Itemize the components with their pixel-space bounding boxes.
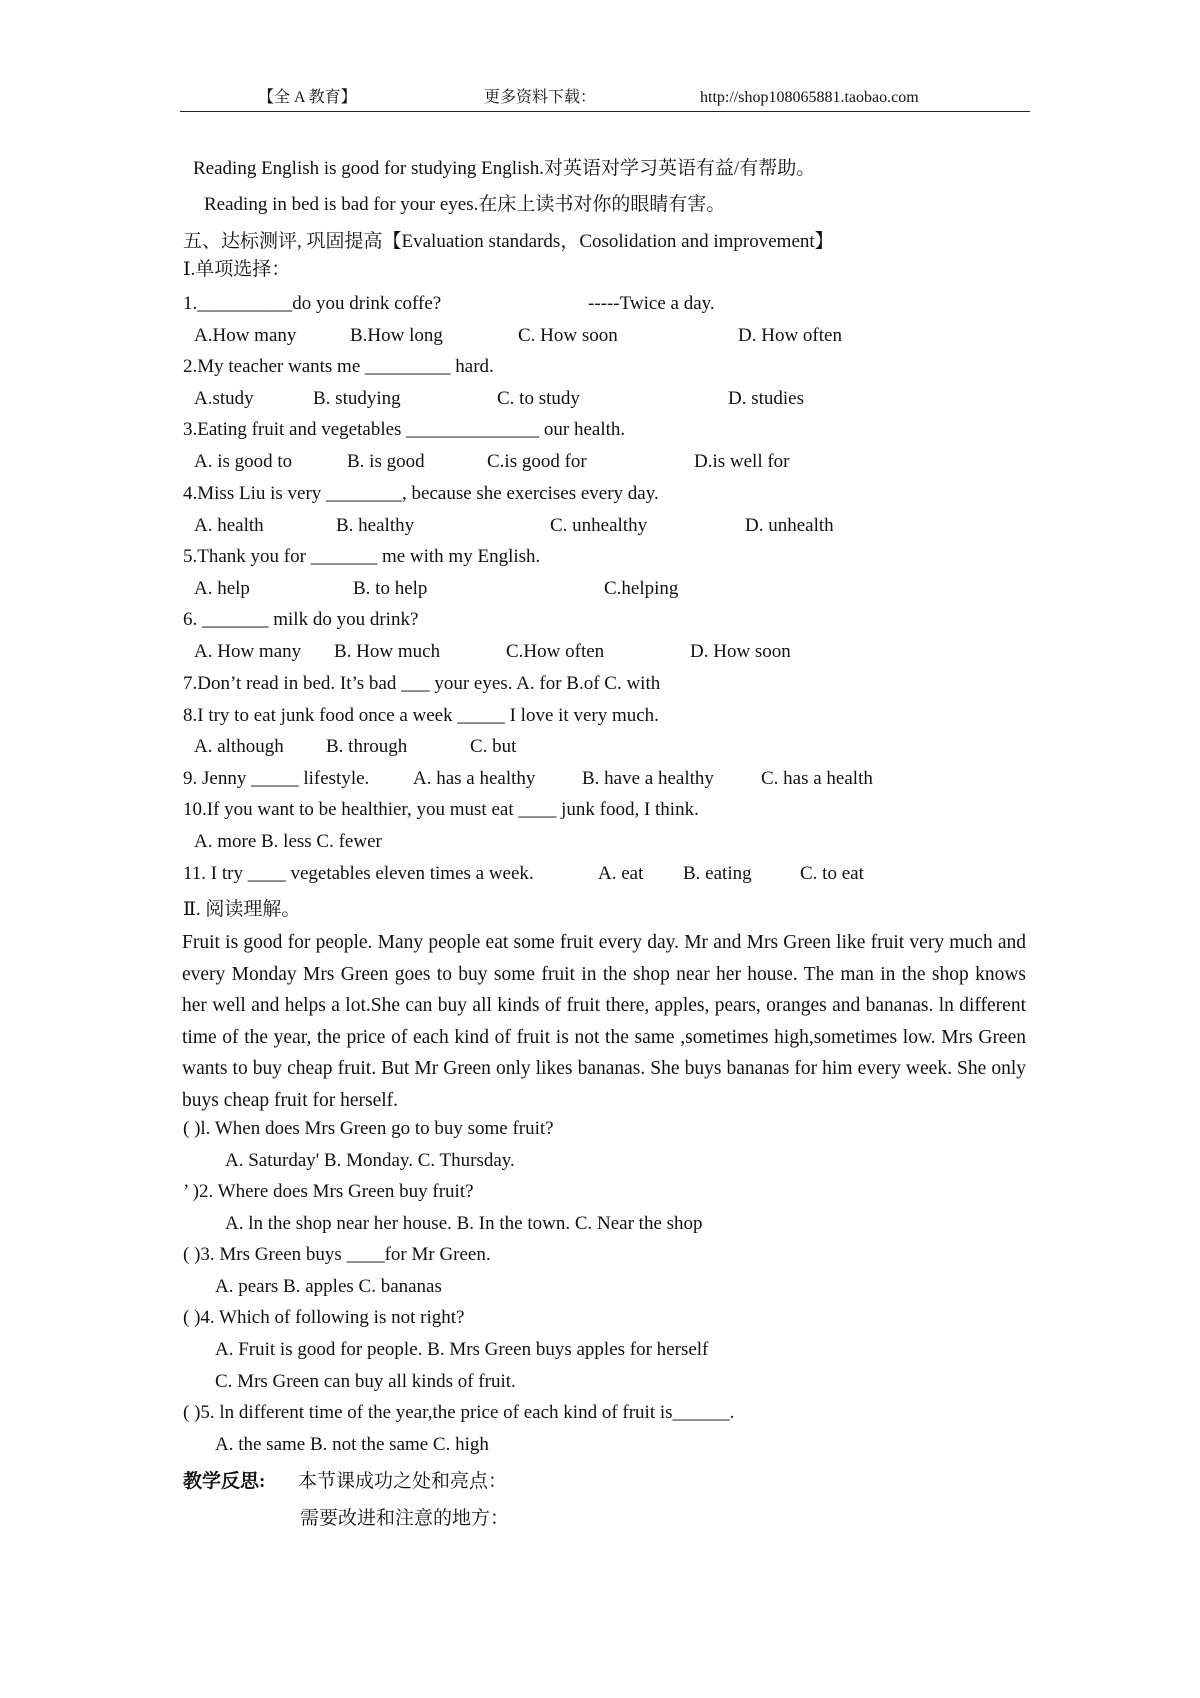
option: C. has a health <box>761 768 873 789</box>
option: A. health <box>194 515 264 536</box>
question-8: 8.I try to eat junk food once a week _____ I love it very much. <box>183 705 659 726</box>
option: C.is good for <box>487 451 587 472</box>
option: C.How often <box>506 641 605 662</box>
option: D.is well for <box>694 451 790 472</box>
option: A. eat <box>598 863 644 884</box>
header-download-label: 更多资料下载： <box>484 89 597 106</box>
intro-line-1: Reading English is good for studying English.对英语对学习英语有益/有帮助。 <box>193 158 816 179</box>
option: B. How much <box>334 641 441 662</box>
question-9: 9. Jenny _____ lifestyle. <box>183 768 370 789</box>
option: A. help <box>194 578 250 599</box>
header-divider <box>180 111 1030 112</box>
question-6: 6. _______ milk do you drink? <box>183 609 419 630</box>
option: D. How soon <box>690 641 791 662</box>
option: C. unhealthy <box>550 515 648 536</box>
reading-question-3: ( )3. Mrs Green buys ____for Mr Green. <box>183 1244 491 1265</box>
option: A.How many <box>194 325 297 346</box>
reading-options-3: A. pears B. apples C. bananas <box>215 1276 442 1297</box>
option: B. have a healthy <box>582 768 714 789</box>
option: B. studying <box>313 388 401 409</box>
option: C.helping <box>604 578 679 599</box>
intro-line-2: Reading in bed is bad for your eyes.在床上读书对你的眼睛有害。 <box>204 194 726 215</box>
reflection-improvements: 需要改进和注意的地方： <box>300 1508 510 1529</box>
option: D. How often <box>738 325 842 346</box>
option: A. has a healthy <box>413 768 536 789</box>
reading-options-1: A. Saturday' B. Monday. C. Thursday. <box>225 1150 515 1171</box>
part-1-title: Ⅰ.单项选择： <box>183 259 291 280</box>
option: B. is good <box>347 451 425 472</box>
option: C. to study <box>497 388 580 409</box>
option: B. eating <box>683 863 752 884</box>
option: A. How many <box>194 641 302 662</box>
reading-options-4-ab: A. Fruit is good for people. B. Mrs Green buys apples for herself <box>215 1339 709 1360</box>
reflection-highlights: 本节课成功之处和亮点： <box>298 1471 508 1492</box>
question-11: 11. I try ____ vegetables eleven times a week. <box>183 863 534 884</box>
header-url[interactable]: http://shop108065881.taobao.com <box>700 89 919 106</box>
reflection-label: 教学反思: <box>183 1471 266 1492</box>
option: C. but <box>470 736 517 757</box>
option: B.How long <box>350 325 443 346</box>
option: D. unhealth <box>745 515 834 536</box>
question-7: 7.Don’t read in bed. It’s bad ___ your eyes. A. for B.of C. with <box>183 673 661 694</box>
option: C. to eat <box>800 863 864 884</box>
reading-question-2: ’ )2. Where does Mrs Green buy fruit? <box>183 1181 474 1202</box>
question-4: 4.Miss Liu is very ________, because she exercises every day. <box>183 483 659 504</box>
option: B. to help <box>353 578 428 599</box>
option: A.study <box>194 388 254 409</box>
option: C. How soon <box>518 325 618 346</box>
question-3: 3.Eating fruit and vegetables ______________ our health. <box>183 419 626 440</box>
reading-options-4-c: C. Mrs Green can buy all kinds of fruit. <box>215 1371 516 1392</box>
reading-options-5: A. the same B. not the same C. high <box>215 1434 489 1455</box>
reading-passage: Fruit is good for people. Many people eat some fruit every day. Mr and Mrs Green like fruit very much and every Monday Mrs Green goes to buy some fruit in the shop near her house. The man in the shop knows her well and helps a lot.She can buy all kinds of fruit there, apples, pears, oranges and bananas. ln different time of the year, the price of each kind of fruit is not the same ,sometimes high,sometimes low. Mrs Green wants to buy cheap fruit. But Mr Green only likes bananas. She buys bananas for him every week. She only buys cheap fruit for herself. <box>182 932 1026 1111</box>
option: B. through <box>326 736 408 757</box>
option: A. although <box>194 736 284 757</box>
section-5-title: 五、达标测评, 巩固提高【Evaluation standards，Cosolidation and improvement】 <box>183 231 834 252</box>
reading-options-2: A. ln the shop near her house. B. In the town. C. Near the shop <box>225 1213 703 1234</box>
option: D. studies <box>728 388 804 409</box>
header-brand: 【全 A 教育】 <box>258 89 357 106</box>
option: A. more B. less C. fewer <box>194 831 382 852</box>
option: B. healthy <box>336 515 415 536</box>
question-1: 1.__________do you drink coffe? <box>183 293 442 314</box>
question-2: 2.My teacher wants me _________ hard. <box>183 356 494 377</box>
option: A. is good to <box>194 451 293 472</box>
reading-question-1: ( )l. When does Mrs Green go to buy some fruit? <box>183 1118 554 1139</box>
question-10: 10.If you want to be healthier, you must eat ____ junk food, I think. <box>183 799 699 820</box>
reading-question-5: ( )5. ln different time of the year,the price of each kind of fruit is______. <box>183 1402 735 1423</box>
part-2-title: Ⅱ. 阅读理解。 <box>183 899 301 920</box>
reading-question-4: ( )4. Which of following is not right? <box>183 1307 465 1328</box>
question-1-answer: -----Twice a day. <box>588 293 715 314</box>
question-5: 5.Thank you for _______ me with my English. <box>183 546 541 567</box>
